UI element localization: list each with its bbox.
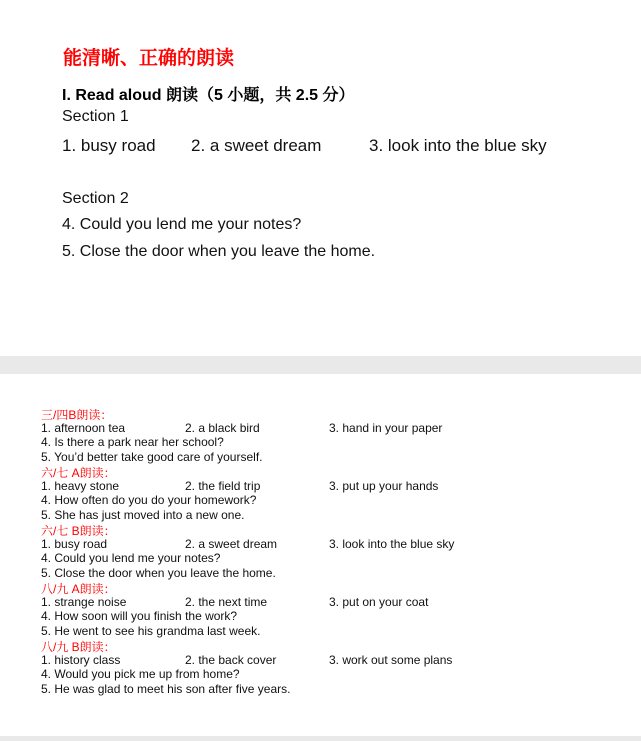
group-label: 六/七 A朗读： (41, 466, 116, 480)
group-item-2: 2. the back cover (185, 653, 277, 667)
section-1-label: Section 1 (62, 108, 129, 125)
item-5: 5. Close the door when you leave the home. (62, 243, 376, 260)
group-item-1: 1. history class (41, 653, 121, 667)
group-label: 三/四B朗读： (41, 408, 113, 422)
group-item-1: 1. heavy stone (41, 479, 120, 493)
section-heading: I. Read aloud 朗读（5 小题，共 2.5 分） (62, 87, 355, 104)
group-item-3: 3. hand in your paper (329, 421, 443, 435)
group-item-5: 5. He went to see his grandma last week. (41, 624, 261, 638)
item-1: 1. busy road (62, 136, 156, 155)
group-item-4: 4. How soon will you finish the work? (41, 609, 238, 623)
item-2: 2. a sweet dream (191, 136, 322, 155)
page-title: 能清晰、正确的朗读 (63, 48, 235, 69)
section-2-label: Section 2 (62, 190, 129, 207)
group-item-2: 2. a sweet dream (185, 537, 278, 551)
document-page-1 (0, 0, 641, 356)
group-item-2: 2. a black bird (185, 421, 260, 435)
group-item-2: 2. the field trip (185, 479, 261, 493)
group-item-4: 4. How often do you do your homework? (41, 493, 257, 507)
item-4: 4. Could you lend me your notes? (62, 216, 302, 233)
group-item-4: 4. Would you pick me up from home? (41, 667, 240, 681)
group-label: 八/九 A朗读： (41, 582, 116, 596)
group-item-2: 2. the next time (185, 595, 268, 609)
group-item-1: 1. afternoon tea (41, 421, 126, 435)
group-item-5: 5. You’d better take good care of yourself. (41, 450, 263, 464)
group-item-3: 3. work out some plans (329, 653, 453, 667)
group-item-1: 1. busy road (41, 537, 108, 551)
document-page-2 (0, 374, 641, 736)
group-item-5: 5. Close the door when you leave the home. (41, 566, 276, 580)
group-item-4: 4. Is there a park near her school? (41, 435, 224, 449)
group-item-3: 3. put on your coat (329, 595, 429, 609)
group-label: 六/七 B朗读： (41, 524, 116, 538)
group-item-4: 4. Could you lend me your notes? (41, 551, 221, 565)
group-item-1: 1. strange noise (41, 595, 127, 609)
item-3: 3. look into the blue sky (369, 136, 547, 155)
group-item-3: 3. look into the blue sky (329, 537, 455, 551)
group-item-3: 3. put up your hands (329, 479, 439, 493)
group-item-5: 5. He was glad to meet his son after five years. (41, 682, 291, 696)
group-label: 八/九 B朗读： (41, 640, 116, 654)
group-item-5: 5. She has just moved into a new one. (41, 508, 245, 522)
